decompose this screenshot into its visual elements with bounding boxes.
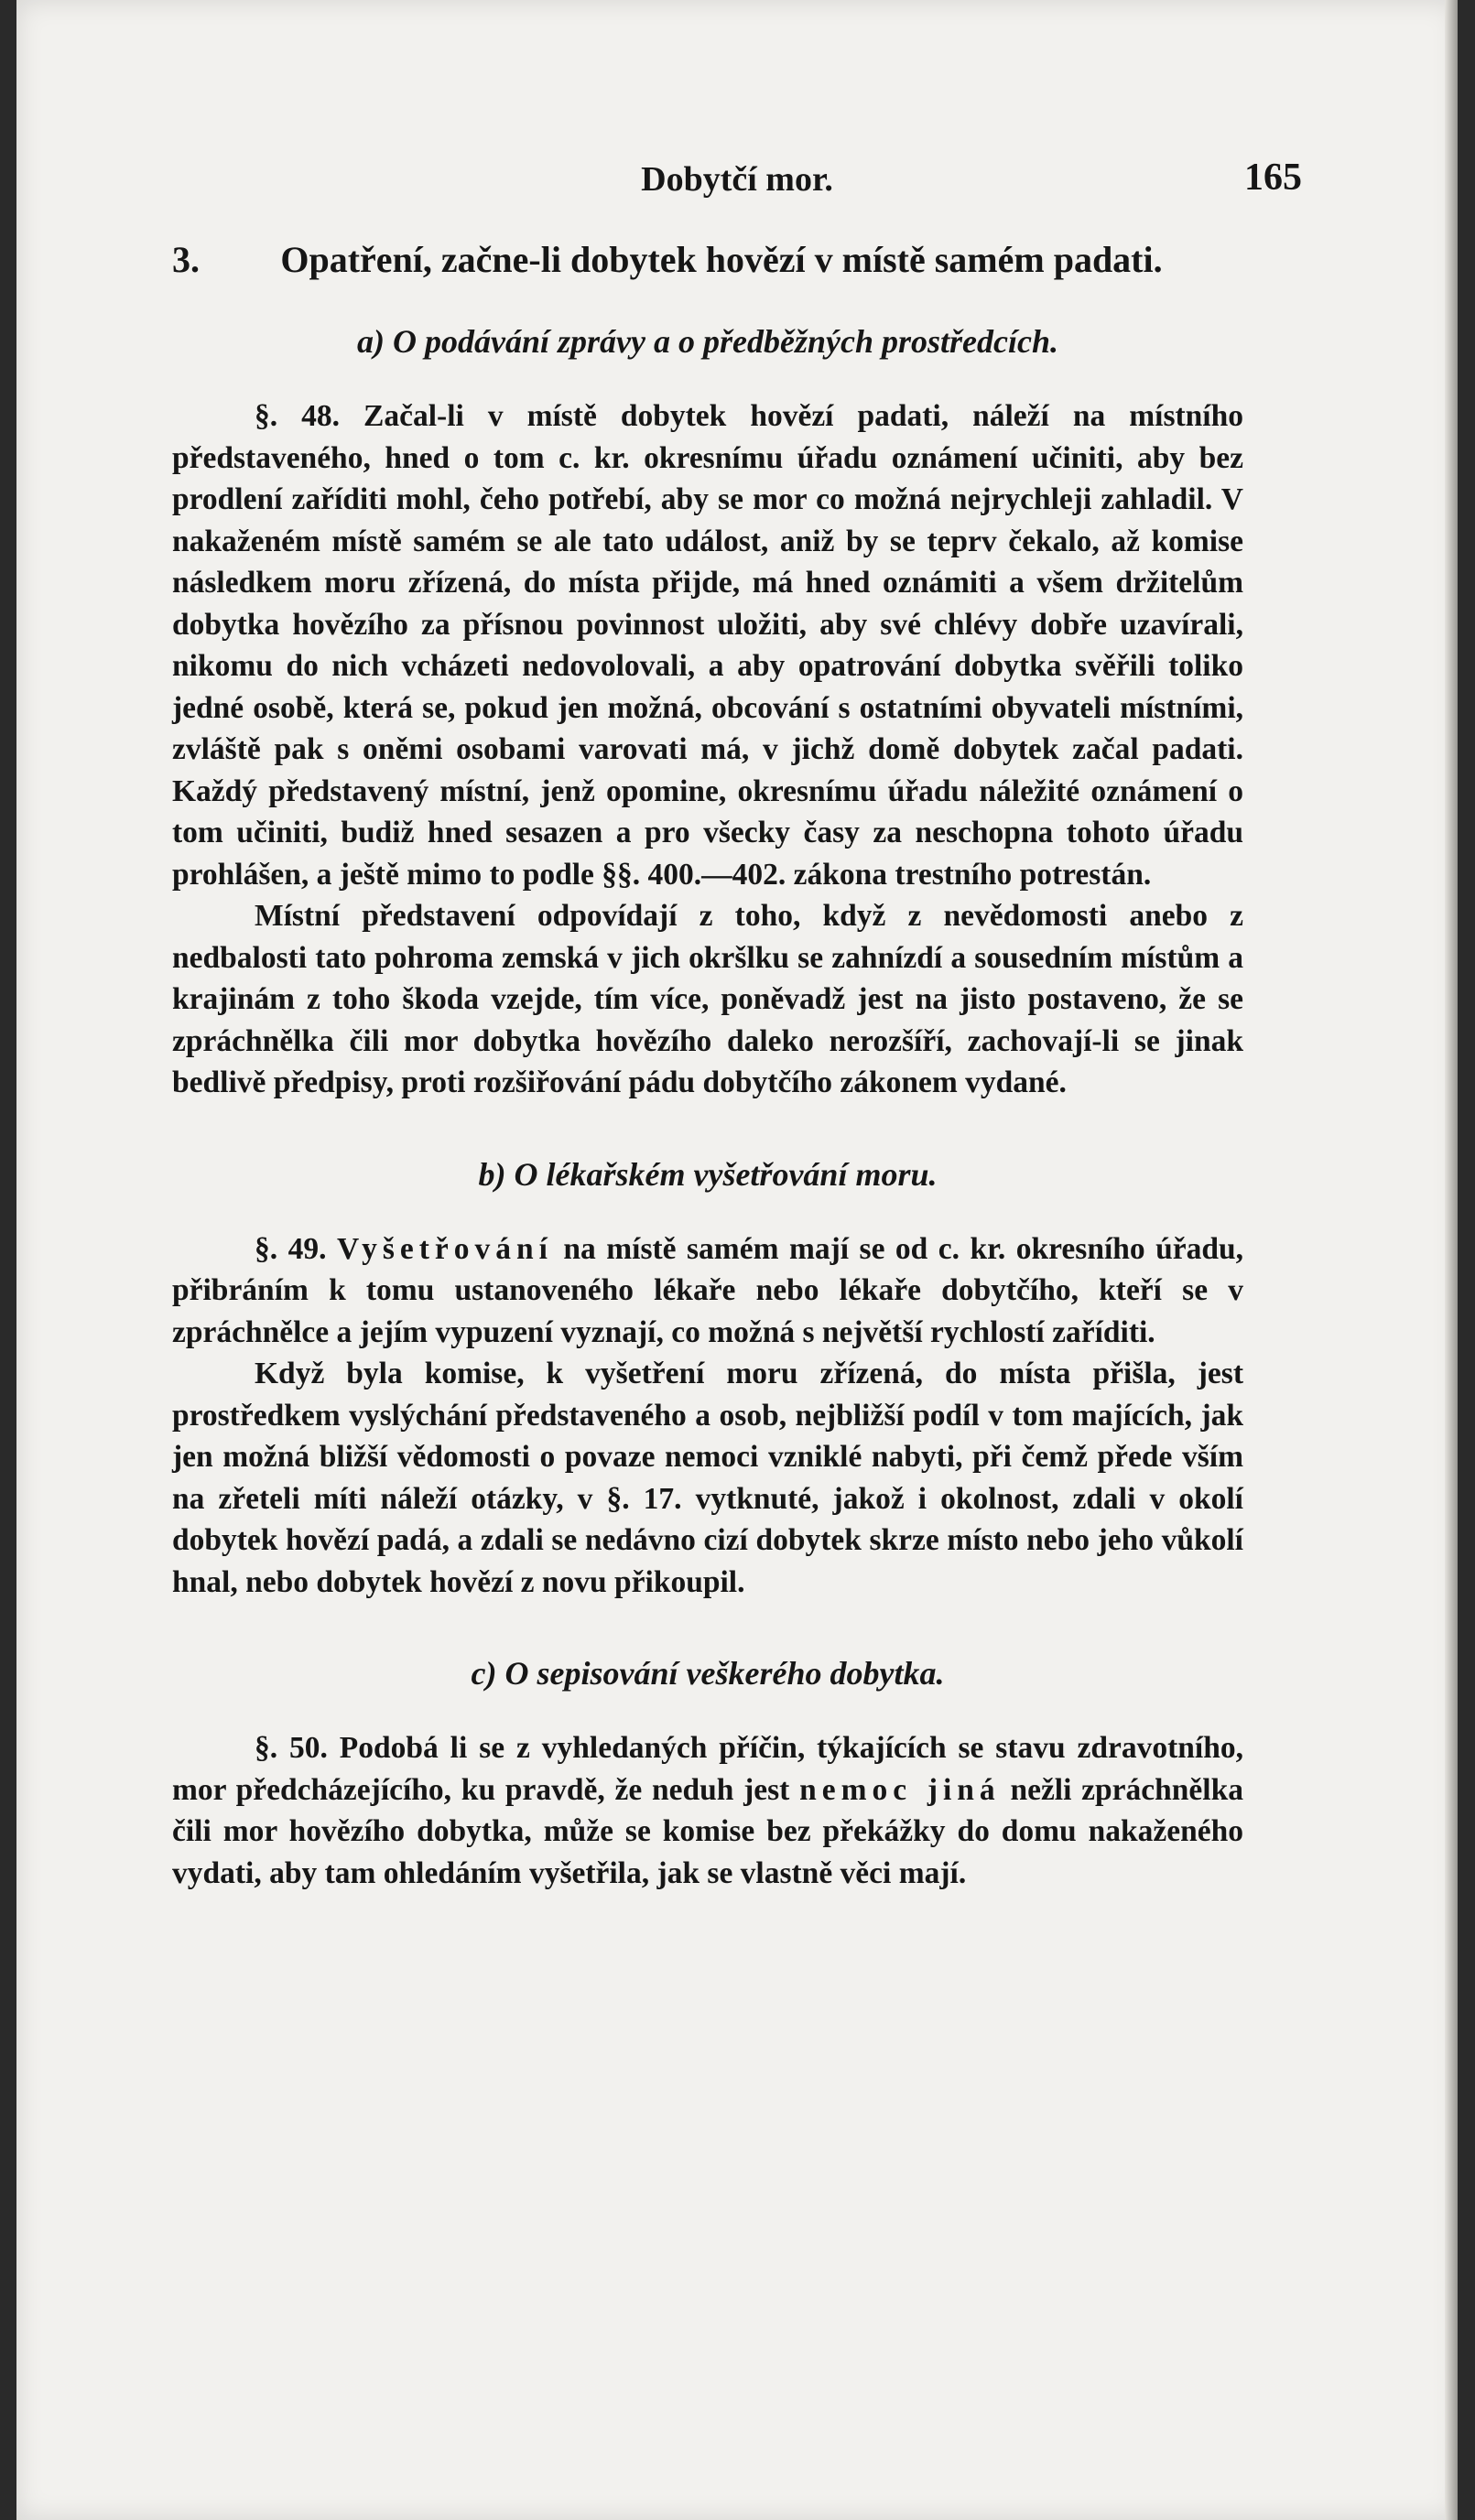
- paragraph-49-rest: na místě samém mají se od c. kr. okresního úřadu, přibráním k tomu ustanoveného lékaře nebo lékaře dobytčího, kteří se v zpráchnělce a jejím vypuzení vyznají, co možná s největší rychlostí zaříditi.: [172, 1231, 1243, 1349]
- paragraph-49: [172, 1228, 1243, 1354]
- running-head: [172, 156, 1302, 211]
- section-heading: [172, 238, 1243, 282]
- text-block: [172, 238, 1243, 1894]
- page-edge-shadow: [1445, 0, 1458, 2520]
- paragraph-50-lead: §. 50. Podobá li se z vyhledaných příčin, týkajících se stavu zdravotního, mor předcházejícího, ku pravdě, že neduh jest: [172, 1731, 1243, 1807]
- section-number: 3.: [172, 239, 200, 280]
- page-number: 165: [1244, 157, 1302, 199]
- subsection-heading-b: b) O lékařském vyšetřování moru.: [478, 1155, 938, 1193]
- subsection-heading-c: c) O sepisování veškerého dobytka.: [471, 1655, 945, 1692]
- paragraph-48: §. 48. Začal-li v místě dobytek hovězí padati, náleží na místního představeného, hned o tom c. kr. okresnímu úřadu oznámení učiniti, aby bez prodlení zaříditi mohl, čeho potřebí, aby se mor co možná nejrychleji zahladil. V nakaženém místě samém se ale tato událost, aniž by se teprv čekalo, až komise následkem moru zřízená, do místa přijde, má hned oznámiti a všem držitelům dobytka hovězího za přísnou povinnost uložiti, aby své chlévy dobře uzavírali, nikomu do nich vcházeti nedovolovali, a aby opatrování dobytka svěřili toliko jedné osobě, která se, pokud jen možná, obcování s ostatními obyvateli místními, zvláště pak s oněmi osobami varovati má, v jichž domě dobytek začal padati. Každý představený místní, jenž opomine, okresnímu úřadu náležité oznámení o tom učiniti, budiž hned sesazen a pro všecky časy za neschopna tohoto úřadu prohlášen, a ještě mimo to podle §§. 400.—402. zákona trestního potrestán.: [172, 399, 1243, 892]
- paragraph-50-rest: nežli zpráchnělka čili mor hovězího dobytka, může se komise bez překážky do domu nakaženého vydati, aby tam ohledáním vyšetřila, jak se vlastně věci mají.: [172, 1772, 1243, 1890]
- paragraph-50-spaced: nemoc jiná: [799, 1772, 1001, 1807]
- paragraph-49-continued: Když byla komise, k vyšetření moru zřízená, do místa přišla, jest prostředkem vyslýchání představeného a osob, nejbližší podíl v tom majících, jak jen možná bližší vědomosti o povaze nemoci vzniklé nabyti, při čemž přede vším na zřeteli míti náleží otázky, v §. 17. vytknuté, jakož i okolnost, zdali v okolí dobytek hovězí padá, a zdali se nedávno cizí dobytek skrze místo nebo jeho vůkolí hnal, nebo dobytek hovězí z novu přikoupil.: [172, 1357, 1243, 1599]
- running-title: Dobytčí mor.: [641, 160, 833, 199]
- paragraph-50: [172, 1727, 1243, 1894]
- book-page: [16, 0, 1458, 2520]
- paragraph-48-continued: Místní představení odpovídají z toho, když z nevědomosti anebo z nedbalosti tato pohroma zemská v jich okršlku se zahnízdí a sousedním místům a krajinám z toho škoda vzejde, tím více, poněvadž jest na jisto postaveno, že se zpráchnělka čili mor dobytka hovězího daleko nerozšíří, zachovají-li se jinak bedlivě předpisy, proti rozšiřování pádu dobytčího zákonem vydané.: [172, 899, 1243, 1099]
- section-title: Opatření, začne-li dobytek hovězí v místě samém padati.: [280, 239, 1163, 280]
- paragraph-49-lead: §. 49.: [255, 1231, 337, 1266]
- subsection-heading-a: a) O podávání zprávy a o předběžných prostředcích.: [357, 323, 1058, 360]
- paragraph-49-spaced: Vyšetřování: [336, 1231, 553, 1266]
